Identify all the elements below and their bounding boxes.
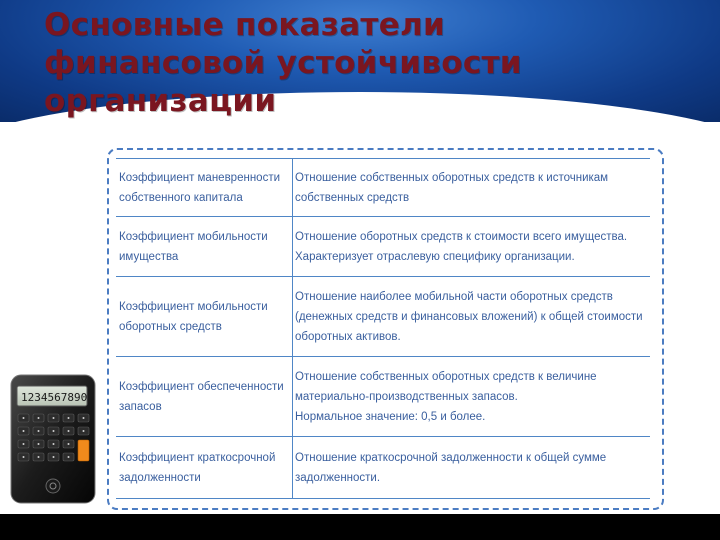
- indicator-description-line: Отношение собственных оборотных средств к источникам: [295, 171, 609, 184]
- indicator-name-line: задолженности: [119, 471, 201, 484]
- title-line: финансовой устойчивости: [44, 45, 522, 81]
- indicators-table: [116, 158, 650, 499]
- indicator-description-line: Характеризует отраслевую специфику организации.: [295, 250, 575, 263]
- indicator-description-line: Нормальное значение: 0,5 и более.: [295, 410, 486, 423]
- indicator-name-line: запасов: [119, 400, 162, 413]
- indicator-name: [116, 357, 293, 437]
- indicator-name-line: собственного капитала: [119, 191, 243, 204]
- title-line: Основные показатели: [44, 7, 446, 43]
- table-row: [116, 357, 650, 437]
- indicator-description: [293, 217, 651, 277]
- indicator-description-line: (денежных средств и финансовых вложений) к общей стоимости: [295, 310, 643, 323]
- indicator-name-line: Коэффициент краткосрочной: [119, 451, 276, 464]
- indicator-name-line: Коэффициент маневренности: [119, 171, 281, 184]
- table-row: [116, 277, 650, 357]
- indicator-description-line: задолженности.: [295, 471, 381, 484]
- table-row: [116, 437, 650, 499]
- calculator-illustration: [8, 372, 98, 507]
- indicator-name-line: Коэффициент обеспеченности: [119, 380, 284, 393]
- indicator-description-line: собственных средств: [295, 191, 410, 204]
- indicator-name: [116, 437, 293, 499]
- title-line: организации: [44, 83, 277, 119]
- footer-bar: [0, 514, 720, 540]
- table-row: [116, 217, 650, 277]
- indicator-description-line: Отношение собственных оборотных средств к величине: [295, 370, 597, 383]
- indicator-description: [293, 159, 651, 217]
- indicator-name-line: оборотных средств: [119, 320, 222, 333]
- indicator-name: [116, 277, 293, 357]
- indicator-description: [293, 437, 651, 499]
- indicator-name: [116, 217, 293, 277]
- indicator-description-line: Отношение наиболее мобильной части оборотных средств: [295, 290, 613, 303]
- indicator-description: [293, 277, 651, 357]
- slide-title: [44, 6, 684, 120]
- calculator-display: 1234567890: [21, 391, 88, 404]
- indicator-name: [116, 159, 293, 217]
- indicator-description-line: Отношение краткосрочной задолженности к общей сумме: [295, 451, 607, 464]
- calculator-icon: [8, 372, 98, 507]
- table-row: [116, 159, 650, 217]
- indicator-name-line: имущества: [119, 250, 179, 263]
- indicator-description-line: оборотных активов.: [295, 330, 401, 343]
- indicator-name-line: Коэффициент мобильности: [119, 230, 268, 243]
- indicator-description-line: Отношение оборотных средств к стоимости всего имущества.: [295, 230, 628, 243]
- indicator-name-line: Коэффициент мобильности: [119, 300, 268, 313]
- indicator-description: [293, 357, 651, 437]
- indicator-description-line: материально-производственных запасов.: [295, 390, 518, 403]
